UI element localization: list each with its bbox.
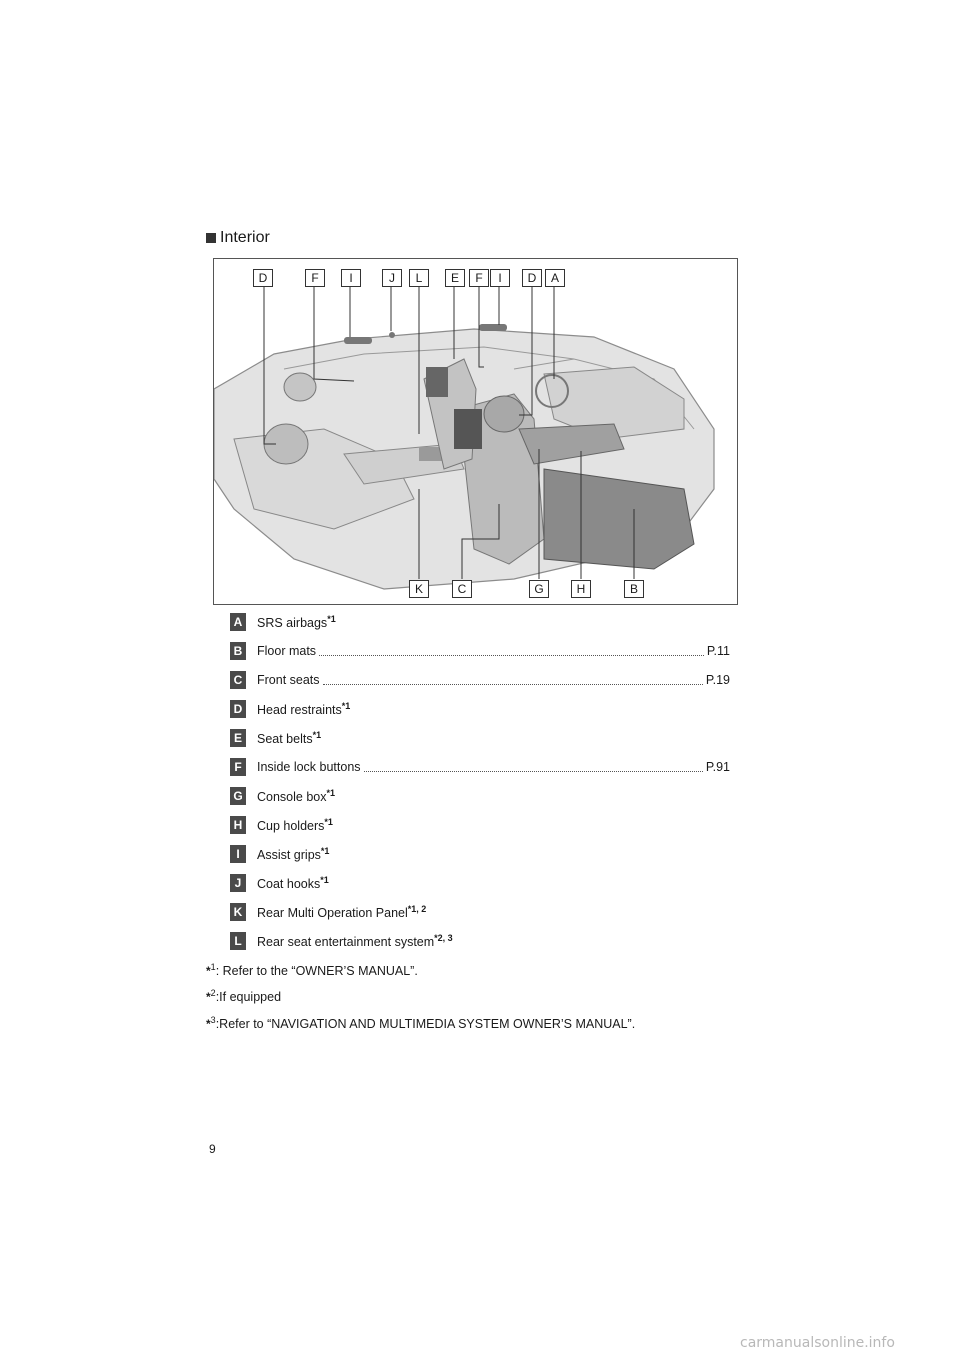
legend-item (230, 641, 730, 661)
callout-bottom: G (529, 580, 549, 598)
legend-letter-badge: J (230, 874, 246, 892)
legend-letter-badge: B (230, 642, 246, 660)
legend-label: Console box$^{*1}$ (257, 787, 336, 805)
callout-top: F (305, 269, 325, 287)
callout-bottom: K (409, 580, 429, 598)
legend-item (230, 699, 730, 719)
legend-label: Rear Multi Operation Panel$^{*1, 2}$ (257, 903, 427, 921)
legend-label: SRS airbags$^{*1}$ (257, 613, 336, 631)
rear-screen-shape (454, 409, 482, 449)
legend-item (230, 815, 730, 835)
page-reference-link[interactable]: P.91 (705, 760, 730, 774)
assist-grip-right (479, 324, 507, 331)
callout-top: I (490, 269, 510, 287)
legend-letter-badge: I (230, 845, 246, 863)
callout-top: L (409, 269, 429, 287)
legend-label: Front seats (257, 673, 320, 687)
leader-dots (319, 654, 704, 656)
legend-label: Coat hooks$^{*1}$ (257, 874, 329, 892)
section-square-icon (206, 233, 216, 243)
legend-item (230, 612, 730, 632)
callout-bottom: B (624, 580, 644, 598)
callout-top: J (382, 269, 402, 287)
footnote: *$^2$:If equipped (206, 988, 282, 1005)
legend-label: Assist grips$^{*1}$ (257, 845, 330, 863)
legend-letter-badge: D (230, 700, 246, 718)
coat-hook-shape (389, 332, 395, 338)
legend-letter-badge: A (230, 613, 246, 631)
assist-grip-left (344, 337, 372, 344)
legend-item (230, 670, 730, 690)
callout-bottom: H (571, 580, 591, 598)
callout-top: F (469, 269, 489, 287)
callout-top: D (253, 269, 273, 287)
legend-label: Head restraints$^{*1}$ (257, 700, 351, 718)
legend-label: Cup holders$^{*1}$ (257, 816, 333, 834)
front-head-restraint (484, 396, 524, 432)
leader-dots (323, 683, 703, 685)
legend-item (230, 902, 730, 922)
legend-letter-badge: K (230, 903, 246, 921)
section-title (206, 229, 270, 247)
legend-item (230, 873, 730, 893)
footnote: *$^3$:Refer to “NAVIGATION AND MULTIMEDIA SYSTEM OWNER’S MANUAL”. (206, 1015, 636, 1032)
legend-item (230, 786, 730, 806)
legend-letter-badge: C (230, 671, 246, 689)
legend-letter-badge: F (230, 758, 246, 776)
legend-item (230, 844, 730, 864)
callout-top: D (522, 269, 542, 287)
legend-letter-badge: L (230, 932, 246, 950)
legend-letter-badge: E (230, 729, 246, 747)
footnote: *$^1$: Refer to the “OWNER’S MANUAL”. (206, 962, 418, 979)
page-reference-link[interactable]: P.11 (706, 644, 730, 658)
callout-bottom: C (452, 580, 472, 598)
interior-illustration (213, 258, 738, 605)
callout-top: E (445, 269, 465, 287)
legend-label: Seat belts$^{*1}$ (257, 729, 322, 747)
car-interior-drawing (214, 259, 737, 604)
legend-letter-badge: G (230, 787, 246, 805)
section-title-text: Interior (220, 229, 270, 246)
rear-head-restraint-right (284, 373, 316, 401)
callout-top: A (545, 269, 565, 287)
legend-item (230, 931, 730, 951)
callout-top: I (341, 269, 361, 287)
legend-label: Inside lock buttons (257, 760, 361, 774)
legend-label: Floor mats (257, 644, 317, 658)
legend-item (230, 728, 730, 748)
legend-label: Rear seat entertainment system$^{*2, 3}$ (257, 932, 453, 950)
rear-screen-shape-2 (426, 367, 448, 397)
legend-item (230, 757, 730, 777)
legend-letter-badge: H (230, 816, 246, 834)
page-reference-link[interactable]: P.19 (705, 673, 730, 687)
leader-dots (364, 770, 703, 772)
page-number: 9 (209, 1142, 216, 1156)
watermark: carmanualsonline.info (740, 1335, 895, 1351)
